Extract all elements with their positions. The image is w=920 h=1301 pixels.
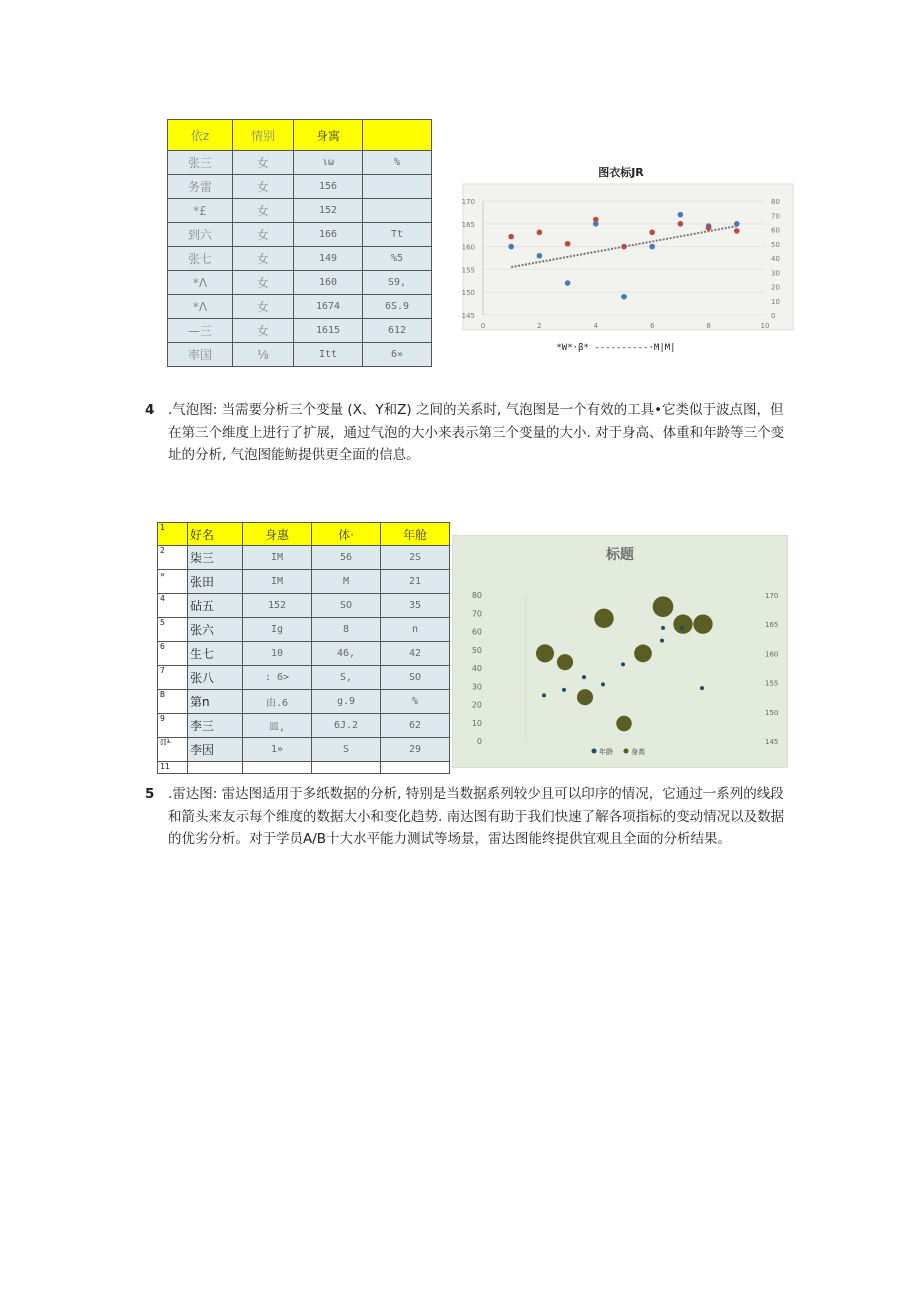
data-point-体重 — [649, 230, 655, 236]
data-point-身高 — [649, 244, 655, 250]
y-tick-label-right: 80 — [771, 198, 780, 206]
table-cell: IM — [243, 546, 312, 570]
y-tick-label-left: 145 — [461, 312, 475, 320]
table-cell: 6» — [363, 343, 432, 367]
bubble-身高 — [557, 654, 573, 670]
table-cell: Itt — [294, 343, 363, 367]
chart-background — [452, 535, 788, 768]
data-point-身高 — [678, 212, 684, 218]
data-point-年龄 — [601, 682, 605, 686]
bubble-chart — [452, 535, 788, 768]
table-cell: : 6> — [243, 666, 312, 690]
y-tick-label-left: 170 — [461, 198, 475, 206]
y-tick-label-right: 0 — [771, 312, 776, 320]
y-tick-label-right: 50 — [771, 240, 780, 249]
table-row — [158, 642, 450, 666]
table-row — [158, 570, 450, 594]
table-cell: 李三 — [188, 714, 243, 738]
table-cell: *Λ — [168, 295, 233, 319]
data-point-年龄 — [621, 662, 625, 666]
table-cell: 皿, — [243, 714, 312, 738]
table-cell: *Λ — [168, 271, 233, 295]
legend-marker-age — [592, 749, 597, 754]
x-tick-label: 2 — [537, 322, 542, 330]
table-cell: 务雷 — [168, 175, 233, 199]
table-cell: 35 — [381, 594, 450, 618]
row-number: 7 — [158, 666, 188, 690]
row-number: B — [158, 690, 188, 714]
data-point-身高 — [565, 280, 571, 286]
table-cell: 张三 — [168, 151, 233, 175]
y-tick-label-left: 0 — [476, 737, 482, 746]
table-cell: 李因 — [188, 738, 243, 762]
table-cell: S — [312, 738, 381, 762]
table-cell — [381, 762, 450, 774]
data-point-年龄 — [542, 693, 546, 697]
y-tick-label-left: 155 — [461, 266, 475, 275]
table-cell: 张七 — [168, 247, 233, 271]
table-cell: 612 — [363, 319, 432, 343]
data-point-体重 — [734, 228, 740, 234]
data-point-年龄 — [700, 686, 704, 690]
column-header: 依z — [168, 120, 233, 151]
y-tick-label-right: 145 — [765, 738, 779, 746]
table-cell: % — [363, 151, 432, 175]
y-tick-label-left: 30 — [471, 682, 482, 692]
table-cell: 21 — [381, 570, 450, 594]
table-header-row — [158, 523, 450, 546]
table-cell: 166 — [294, 223, 363, 247]
x-tick-label: 8 — [706, 322, 711, 330]
paragraph-bubble — [145, 399, 795, 467]
table-cell: 8 — [312, 618, 381, 642]
table-cell: 生七 — [188, 642, 243, 666]
y-tick-label-left: 150 — [461, 289, 475, 298]
row-number: 1 — [158, 523, 188, 546]
table-row — [158, 762, 450, 774]
x-tick-label: 0 — [480, 322, 486, 330]
table-cell: %5 — [363, 247, 432, 271]
paragraph-radar — [145, 783, 795, 851]
table-cell: 女 — [233, 247, 294, 271]
table-cell: Tt — [363, 223, 432, 247]
table-row — [158, 546, 450, 570]
y-tick-label-left: 70 — [471, 609, 482, 619]
table-cell: 张八 — [188, 666, 243, 690]
column-header — [363, 120, 432, 151]
data-point-年龄 — [660, 639, 664, 643]
data-point-体重 — [678, 221, 684, 227]
legend-marker-height — [624, 749, 629, 754]
bubble-身高 — [616, 716, 631, 731]
table-row — [158, 690, 450, 714]
table-body-metrics — [157, 522, 450, 774]
y-tick-label-right: 70 — [771, 212, 780, 221]
table-cell: 46, — [312, 642, 381, 666]
table-cell: S9, — [363, 271, 432, 295]
y-tick-label-right: 60 — [771, 226, 780, 235]
y-tick-label-right: 40 — [771, 255, 780, 263]
table-cell: 149 — [294, 247, 363, 271]
table-cell: g.9 — [312, 690, 381, 714]
table-cell — [363, 175, 432, 199]
table-cell — [243, 762, 312, 774]
data-point-身高 — [734, 221, 740, 227]
row-number: 4 — [158, 594, 188, 618]
table-cell: ⅛ — [233, 343, 294, 367]
paragraph-text: .气泡图: 当需要分析三个变量 (X、Y和Z) 之间的关系时, 气泡图是一个有效的工具•它类似于波点图，但在第三个维度上进行了扩展，通过气泡的大小来表示第三个变量的大小. 对于身高、体重和年龄等三个变址的分析, 气泡图能鲂提供更全面的信息。 — [168, 402, 785, 463]
scatter-chart — [455, 155, 805, 360]
chart-legend: *W*·β* ----------·M|M| — [556, 343, 676, 353]
row-number: 6 — [158, 642, 188, 666]
bubble-身高 — [577, 689, 593, 705]
table-cell: 6J.2 — [312, 714, 381, 738]
table-cell: 152 — [243, 594, 312, 618]
table-row — [158, 738, 450, 762]
data-point-体重 — [565, 241, 571, 247]
table-row — [168, 175, 432, 199]
table-cell: 第n — [188, 690, 243, 714]
row-number: 11 — [158, 762, 188, 774]
y-tick-label-right: 20 — [771, 283, 780, 292]
table-cell — [363, 199, 432, 223]
column-header: 情别 — [233, 120, 294, 151]
table-row — [168, 295, 432, 319]
y-tick-label-right: 10 — [771, 297, 780, 306]
paragraph-number: 5 — [145, 786, 155, 802]
bubble-身高 — [673, 615, 692, 634]
table-cell: 女 — [233, 175, 294, 199]
data-point-体重 — [706, 225, 712, 231]
y-tick-label-right: 155 — [765, 679, 779, 688]
bubble-身高 — [536, 644, 554, 662]
y-tick-label-right: 165 — [765, 621, 779, 630]
table-row — [158, 594, 450, 618]
table-row — [168, 223, 432, 247]
data-point-年龄 — [582, 675, 586, 679]
row-number: 9 — [158, 714, 188, 738]
y-tick-label-left: 10 — [471, 718, 482, 728]
data-point-年龄 — [562, 688, 566, 692]
table-cell: 女 — [233, 199, 294, 223]
table-cell: 率国 — [168, 343, 233, 367]
table-cell: 152 — [294, 199, 363, 223]
data-point-年龄 — [661, 626, 665, 630]
bubble-身高 — [653, 596, 674, 617]
bubble-身高 — [594, 609, 613, 628]
table-cell: 160 — [294, 271, 363, 295]
table-row — [168, 271, 432, 295]
table-cell: 张六 — [188, 618, 243, 642]
table-cell: *£ — [168, 199, 233, 223]
table-cell: n — [381, 618, 450, 642]
table-cell: 女 — [233, 223, 294, 247]
table-cell: 女 — [233, 319, 294, 343]
y-tick-label-right: 160 — [765, 650, 779, 659]
data-point-体重 — [621, 244, 627, 250]
table-row — [168, 247, 432, 271]
table-row — [158, 618, 450, 642]
plot-area — [463, 184, 793, 330]
bubble-身高 — [634, 645, 652, 663]
row-number: 5 — [158, 618, 188, 642]
paragraph-text: .雷达图: 雷达图适用于多纸数据的分析, 特别是当数据系列较少且可以印序的情况，它通过一系列的线段和箭头来友示每个维度的数据大小和变化趋势. 南达图有助于我们快速了解各项指标的变动情况以及数据的优劣分析。对于学员A/B十大水平能力测试等场景，雷达图能终提供宜观且全面的分析结果。 — [168, 786, 785, 847]
y-tick-label-right: 30 — [771, 269, 780, 278]
table-cell: M — [312, 570, 381, 594]
table-row — [168, 343, 432, 367]
table-cell: 29 — [381, 738, 450, 762]
table-cell: 56 — [312, 546, 381, 570]
table-cell — [312, 762, 381, 774]
table-cell: 柒三 — [188, 546, 243, 570]
table-row — [168, 199, 432, 223]
table-row — [158, 714, 450, 738]
table-cell: % — [381, 690, 450, 714]
table-cell: 到六 — [168, 223, 233, 247]
table-cell: Ig — [243, 618, 312, 642]
column-header: 体· — [312, 523, 381, 546]
table-row — [168, 151, 432, 175]
bubble-身高 — [693, 615, 712, 634]
table-cell: 156 — [294, 175, 363, 199]
paragraph-number: 4 — [145, 402, 155, 418]
table-cell: 42 — [381, 642, 450, 666]
table-cell: 10 — [243, 642, 312, 666]
table-cell: 砧五 — [188, 594, 243, 618]
table-cell: 1674 — [294, 295, 363, 319]
table-cell: 女 — [233, 295, 294, 319]
table-cell: 由.6 — [243, 690, 312, 714]
y-tick-label-left: 60 — [471, 627, 482, 637]
table-cell: ιω — [294, 151, 363, 175]
legend-label: 年龄 — [599, 748, 613, 756]
table-cell: 1615 — [294, 319, 363, 343]
table-cell: IM — [243, 570, 312, 594]
row-number: 2 — [158, 546, 188, 570]
y-tick-label-left: 80 — [471, 591, 482, 600]
table-cell: 女 — [233, 271, 294, 295]
data-point-体重 — [593, 217, 599, 223]
y-tick-label-left: 20 — [471, 700, 482, 710]
chart-title: 标题 — [606, 547, 634, 563]
y-tick-label-left: 160 — [461, 243, 475, 252]
table-cell: 女 — [233, 151, 294, 175]
table-cell: 张田 — [188, 570, 243, 594]
data-point-体重 — [508, 234, 514, 240]
y-tick-label-left: 40 — [471, 664, 482, 673]
data-point-年龄 — [680, 626, 684, 630]
data-point-体重 — [537, 230, 543, 236]
y-tick-label-left: 165 — [461, 220, 475, 229]
y-tick-label-right: 170 — [765, 592, 779, 600]
table-cell: 2S — [381, 546, 450, 570]
table-cell: 62 — [381, 714, 450, 738]
column-header: 身惠 — [243, 523, 312, 546]
table-row — [158, 666, 450, 690]
table-cell: S, — [312, 666, 381, 690]
table-cell — [188, 762, 243, 774]
column-header: 好名 — [188, 523, 243, 546]
x-tick-label: 6 — [649, 322, 655, 330]
y-tick-label-right: 150 — [765, 708, 779, 717]
table-heights — [167, 119, 432, 367]
legend-label: 身高 — [631, 748, 645, 756]
x-tick-label: 10 — [760, 322, 770, 330]
data-point-身高 — [537, 253, 543, 259]
data-point-身高 — [621, 294, 627, 300]
row-number: ℿ⅟ — [158, 738, 188, 762]
column-header: 年舱 — [381, 523, 450, 546]
table-cell: SO — [312, 594, 381, 618]
column-header: 身寓 — [294, 120, 363, 151]
data-point-身高 — [508, 244, 514, 250]
table-cell: 1» — [243, 738, 312, 762]
x-tick-label: 4 — [593, 322, 599, 330]
table-cell: —三 — [168, 319, 233, 343]
table-row — [168, 319, 432, 343]
y-tick-label-left: 50 — [471, 645, 482, 655]
row-number: » — [158, 570, 188, 594]
table-cell: 6S.9 — [363, 295, 432, 319]
table-cell: SO — [381, 666, 450, 690]
table-header-row — [168, 120, 432, 151]
chart-title: 图衣标JR — [598, 166, 644, 179]
